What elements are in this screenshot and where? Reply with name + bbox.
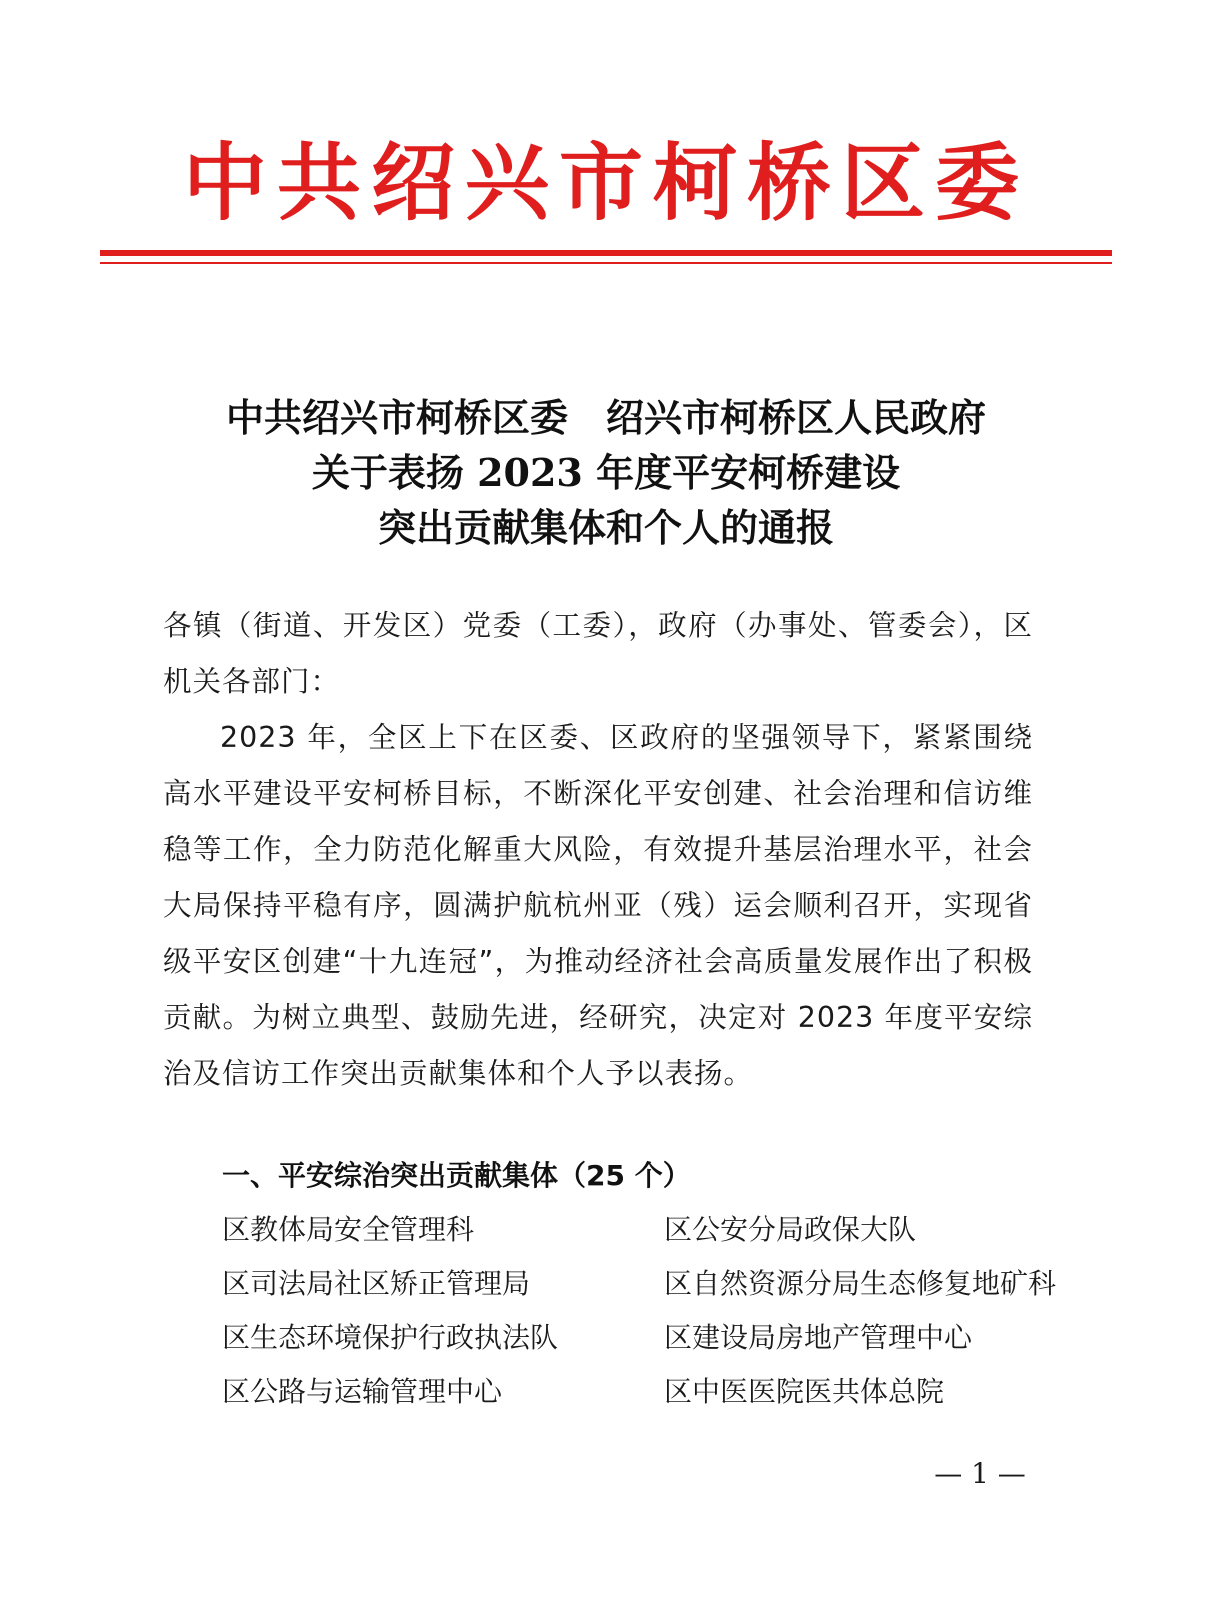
section-heading: 一、平安综治突出贡献集体（25 个） [222,1159,691,1192]
list-item: 区生态环境保护行政执法队 [222,1321,559,1354]
body-paragraph: 2023 年，全区上下在区委、区政府的坚强领导下，紧紧围绕高水平建设平安柯桥目标，不断深化平安创建、社会治理和信访维稳等工作，全力防范化解重大风险，有效提升基层治理水平，社会大局保持平稳有序，圆满护航杭州亚（残）运会顺利召开，实现省级平安区创建“十九连冠”，为推动经济社会高质量发展作出了积极贡献。为树立典型、鼓励先进，经研究，决定对 2023 年度平安综治及信访工作突出贡献集体和个人予以表扬。 [163,721,1033,1090]
title-line: 突出贡献集体和个人的通报 [377,505,834,550]
masthead-rule-thick [100,250,1112,256]
title-line: 中共绍兴市柯桥区委 绍兴市柯桥区人民政府 [225,395,986,440]
list-item: 区公路与运输管理中心 [222,1375,503,1408]
unit-list [222,1203,1057,1419]
list-item: 区中医医院医共体总院 [664,1375,945,1408]
title-line: 关于表扬 2023 年度平安柯桥建设 [311,450,901,495]
list-item: 区自然资源分局生态修复地矿科 [664,1267,1057,1300]
list-item: 区公安分局政保大队 [664,1213,917,1246]
list-item: 区教体局安全管理科 [222,1213,475,1246]
list-item: 区司法局社区矫正管理局 [222,1267,531,1300]
body-text [163,598,1033,1102]
document-title [100,390,1112,555]
masthead-rule-thin [100,262,1112,264]
list-item: 区建设局房地产管理中心 [664,1321,973,1354]
page-number: — 1 — [934,1457,1026,1490]
salutation: 各镇（街道、开发区）党委（工委），政府（办事处、管委会），区机关各部门： [163,609,1033,698]
masthead: 中共绍兴市柯桥区委 [182,134,1029,232]
